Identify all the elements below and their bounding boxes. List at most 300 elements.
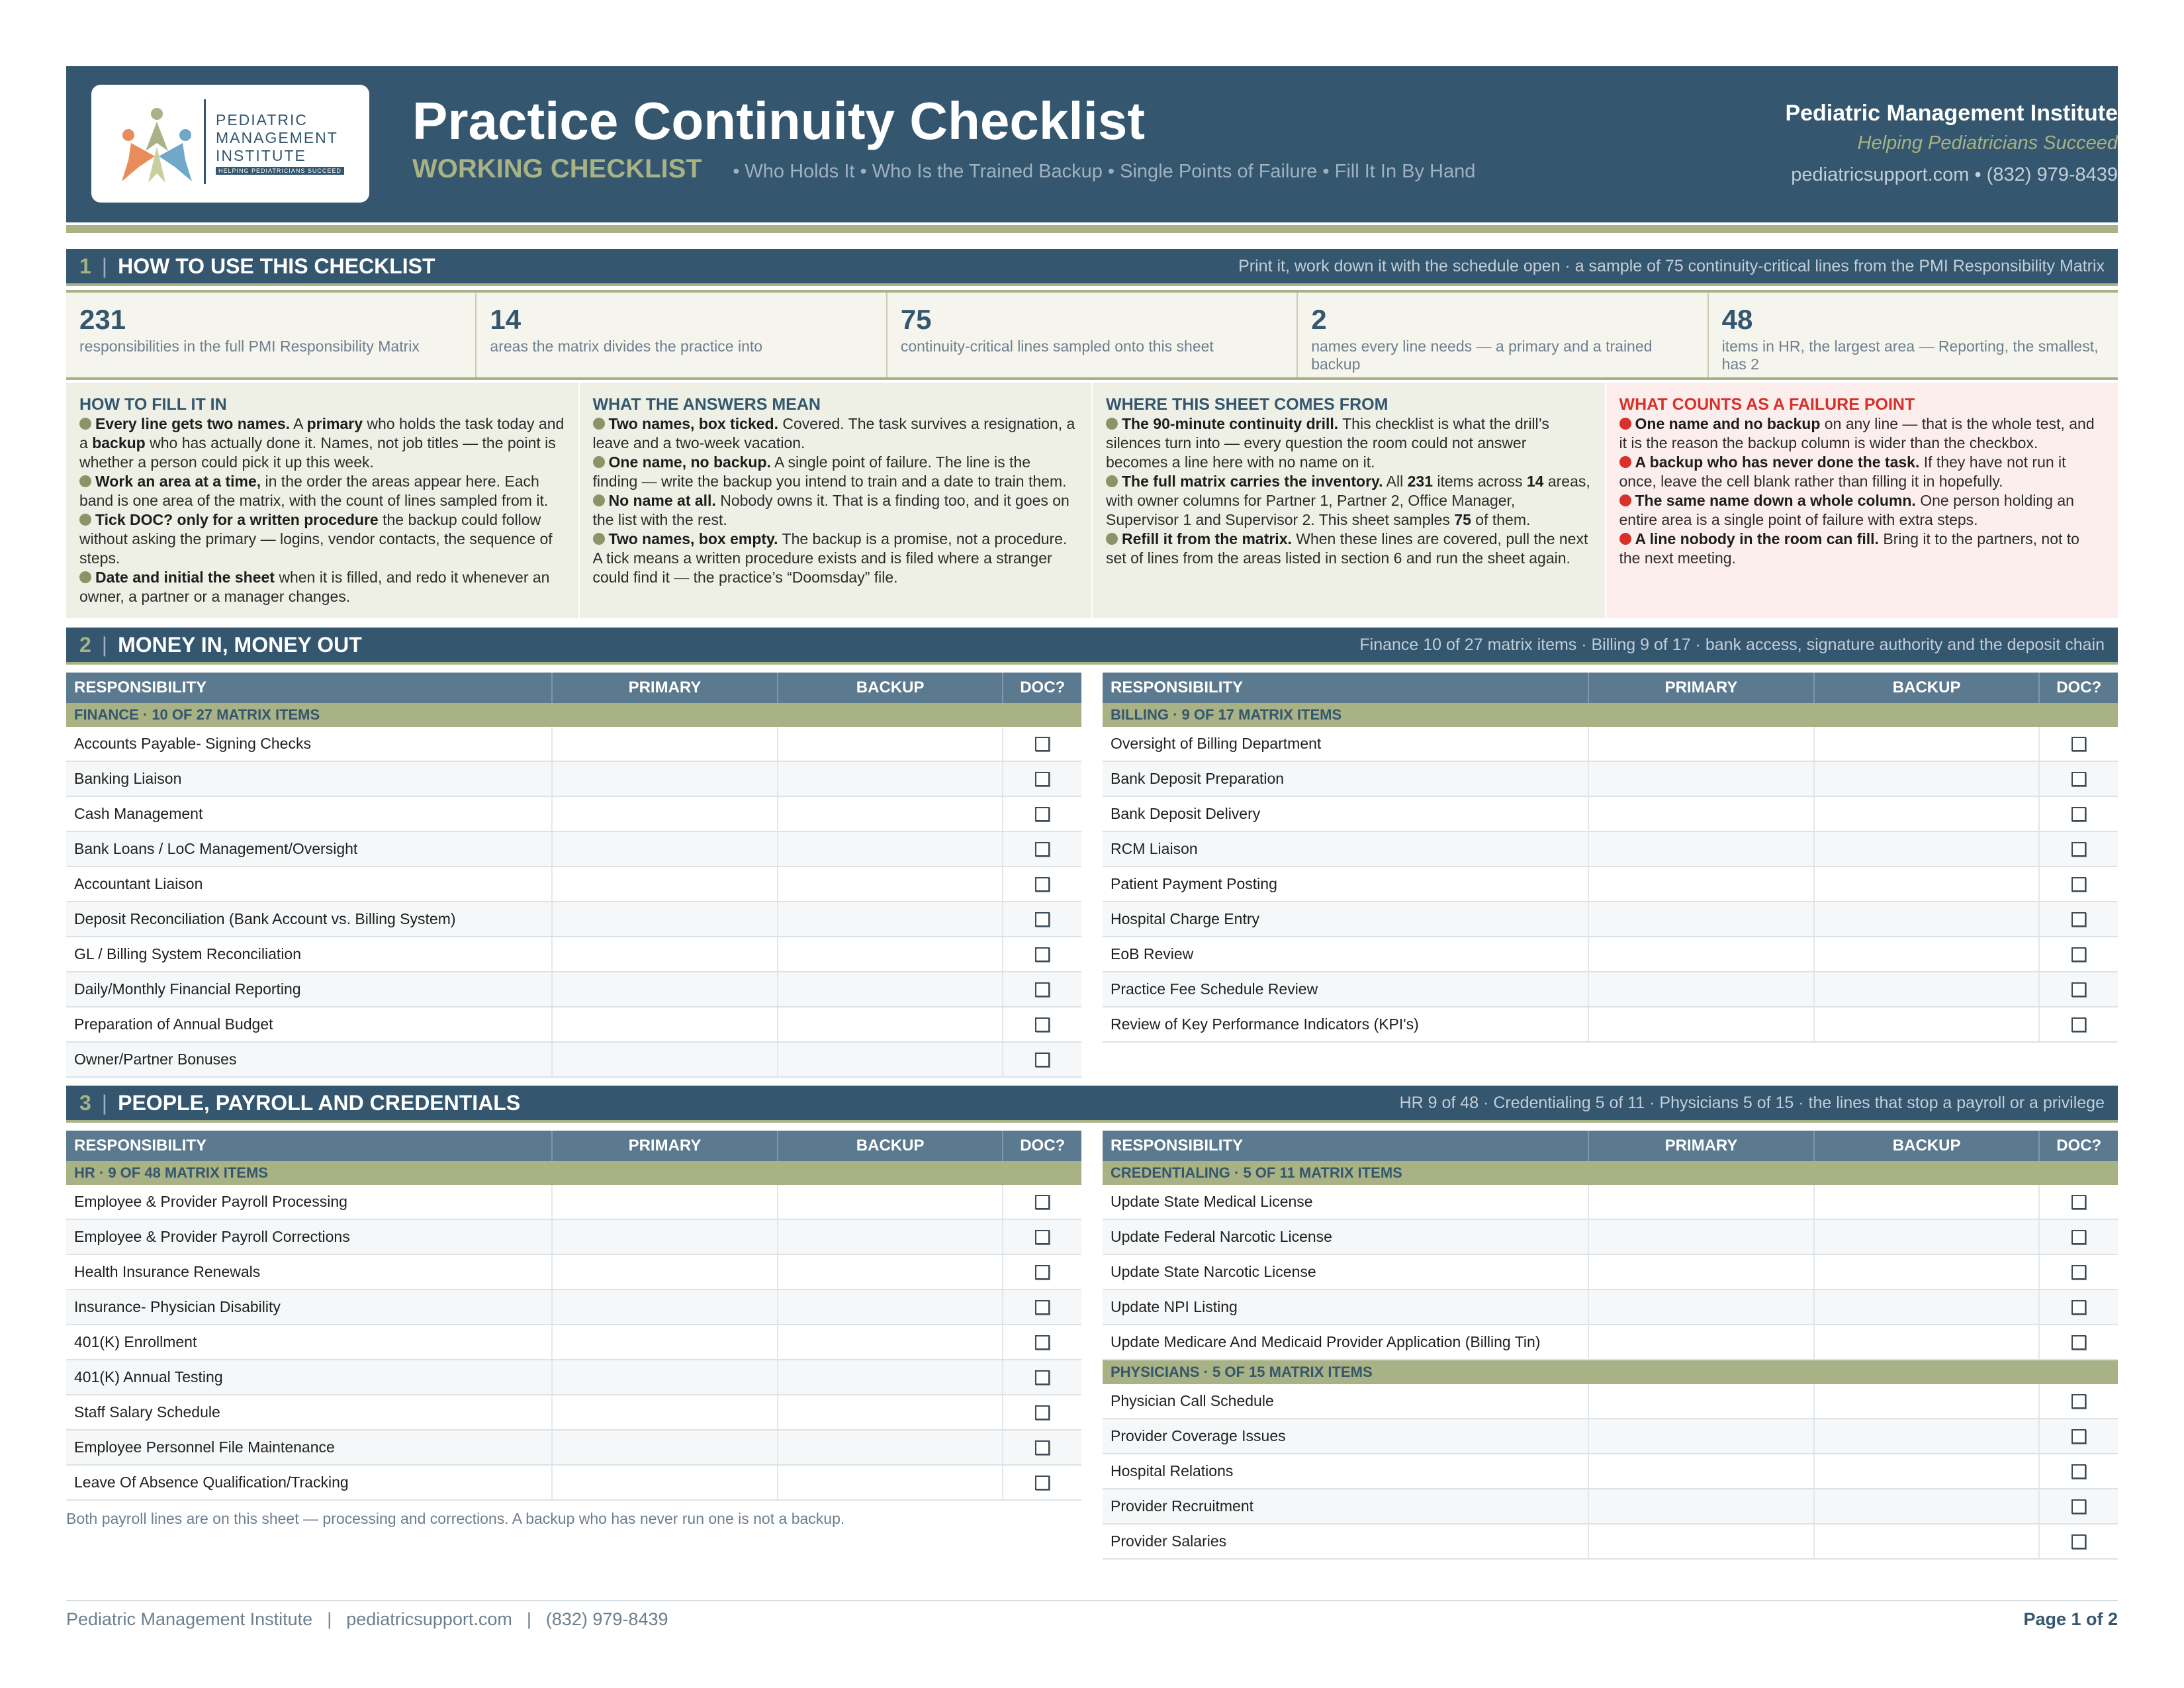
table-row bbox=[66, 1255, 1081, 1290]
item-text: of them. bbox=[1471, 511, 1531, 528]
table-body bbox=[66, 1185, 1081, 1501]
org-name: Pediatric Management Institute bbox=[1785, 101, 2118, 126]
table-row bbox=[66, 1325, 1081, 1360]
doc-checkbox[interactable] bbox=[2071, 877, 2086, 892]
col-responsibility: RESPONSIBILITY bbox=[1111, 1137, 1244, 1154]
responsibility-cell: 401(K) Enrollment bbox=[74, 1333, 197, 1350]
responsibility-cell: Patient Payment Posting bbox=[1111, 875, 1277, 892]
item-text: The backup is a promise, not a procedure. A tick means a written procedure exists and is filed where a stranger could find it — the practice’s “Doomsday” file. bbox=[592, 530, 1068, 586]
instruction-item bbox=[593, 530, 1079, 587]
item-lead: A line nobody in the room can fill. bbox=[1635, 530, 1879, 547]
col-doc: DOC? bbox=[1002, 1131, 1081, 1161]
primary-name-field[interactable] bbox=[1588, 1008, 1813, 1041]
doc-cell bbox=[1002, 937, 1081, 971]
item-text: One person holding an entire area is a single point of failure with extra steps. bbox=[1619, 492, 2074, 528]
item-lead: The 90-minute continuity drill. bbox=[1122, 415, 1339, 432]
primary-name-field[interactable] bbox=[551, 1043, 777, 1076]
backup-name-field[interactable] bbox=[1813, 1220, 2039, 1254]
backup-name-field[interactable] bbox=[777, 727, 1003, 761]
primary-name-field[interactable] bbox=[551, 1290, 777, 1324]
col-backup: BACKUP bbox=[777, 673, 1003, 703]
backup-name-field[interactable] bbox=[777, 1325, 1003, 1359]
bullet-dot-icon bbox=[1106, 475, 1118, 487]
instruction-item bbox=[593, 491, 1079, 530]
doc-checkbox[interactable] bbox=[2071, 947, 2086, 962]
table-row bbox=[1103, 1419, 2118, 1454]
item-text: This checklist is what the drill’s silences turn into — every question the room could not answer becomes a line here with no name on it. bbox=[1106, 415, 1549, 471]
money-tables bbox=[66, 673, 2118, 1078]
primary-name-field[interactable] bbox=[1588, 727, 1813, 761]
stat-number: 2 bbox=[1311, 304, 1327, 335]
item-emphasis: 14 bbox=[1526, 473, 1544, 490]
item-lead: One name and no backup bbox=[1635, 415, 1821, 432]
billing-table bbox=[1103, 673, 2118, 1078]
backup-name-field[interactable] bbox=[1813, 1185, 2039, 1219]
backup-name-field[interactable] bbox=[777, 797, 1003, 831]
bullet-dot-icon bbox=[593, 456, 605, 468]
stat-label: responsibilities in the full PMI Responsibility Matrix bbox=[79, 338, 420, 355]
table-row bbox=[1103, 1185, 2118, 1220]
section-3-bar bbox=[66, 1086, 2118, 1123]
credentialing-table bbox=[1103, 1131, 2118, 1560]
backup-name-field[interactable] bbox=[777, 1360, 1003, 1394]
item-emphasis: backup bbox=[92, 434, 146, 451]
table-body bbox=[1103, 1384, 2118, 1560]
table-row bbox=[66, 1043, 1081, 1078]
item-lead: Every line gets two names. bbox=[95, 415, 291, 432]
doc-checkbox[interactable] bbox=[1035, 912, 1050, 927]
doc-checkbox[interactable] bbox=[1035, 1476, 1050, 1490]
bullet-dot-icon bbox=[1106, 418, 1118, 430]
responsibility-cell: Employee Personnel File Maintenance bbox=[74, 1438, 335, 1456]
backup-name-field[interactable] bbox=[777, 832, 1003, 866]
table-row bbox=[1103, 867, 2118, 902]
primary-name-field[interactable] bbox=[551, 1008, 777, 1041]
primary-name-field[interactable] bbox=[551, 1466, 777, 1499]
doc-checkbox[interactable] bbox=[2071, 807, 2086, 821]
item-text: When these lines are covered, pull the next set of lines from the areas listed in section 6 and run the sheet again. bbox=[1106, 530, 1588, 567]
section-title: MONEY IN, MONEY OUT bbox=[118, 632, 362, 657]
doc-checkbox[interactable] bbox=[1035, 1370, 1050, 1385]
backup-name-field[interactable] bbox=[777, 1430, 1003, 1464]
responsibility-cell: 401(K) Annual Testing bbox=[74, 1368, 223, 1385]
responsibility-cell: Cash Management bbox=[74, 805, 203, 822]
responsibility-cell: Review of Key Performance Indicators (KPI's) bbox=[1111, 1015, 1419, 1033]
doc-cell bbox=[2038, 727, 2118, 761]
primary-name-field[interactable] bbox=[551, 762, 777, 796]
item-lead: The same name down a whole column. bbox=[1635, 492, 1916, 509]
doc-checkbox[interactable] bbox=[2071, 982, 2086, 997]
primary-name-field[interactable] bbox=[551, 937, 777, 971]
responsibility-cell: Provider Recruitment bbox=[1111, 1497, 1254, 1515]
header-banner bbox=[66, 66, 2118, 222]
primary-name-field[interactable] bbox=[551, 902, 777, 936]
table-row bbox=[1103, 797, 2118, 832]
doc-checkbox[interactable] bbox=[2071, 1499, 2086, 1514]
doc-cell bbox=[2038, 1419, 2118, 1453]
backup-name-field[interactable] bbox=[1813, 727, 2039, 761]
backup-name-field[interactable] bbox=[1813, 1524, 2039, 1558]
doc-checkbox[interactable] bbox=[2071, 912, 2086, 927]
primary-name-field[interactable] bbox=[1588, 1454, 1813, 1488]
responsibility-cell: Employee & Provider Payroll Processing bbox=[74, 1193, 347, 1210]
backup-name-field[interactable] bbox=[1813, 832, 2039, 866]
table-row bbox=[1103, 762, 2118, 797]
doc-checkbox[interactable] bbox=[1035, 982, 1050, 997]
backup-name-field[interactable] bbox=[1813, 1290, 2039, 1324]
org-contact: pediatricsupport.com • (832) 979-8439 bbox=[1791, 164, 2118, 185]
backup-name-field[interactable] bbox=[1813, 797, 2039, 831]
primary-name-field[interactable] bbox=[551, 832, 777, 866]
primary-name-field[interactable] bbox=[551, 1220, 777, 1254]
responsibility-cell: Update Federal Narcotic License bbox=[1111, 1228, 1332, 1245]
stat-tile bbox=[475, 293, 886, 377]
doc-checkbox[interactable] bbox=[2071, 1300, 2086, 1315]
subtitle-bullets: • Who Holds It • Who Is the Trained Backup • Single Points of Failure • Fill It In By Hand bbox=[733, 161, 1476, 182]
bullet-dot-icon bbox=[593, 494, 605, 506]
item-lead: Tick DOC? only for a written procedure bbox=[95, 511, 379, 528]
how-to-fill-column bbox=[66, 383, 580, 618]
primary-name-field[interactable] bbox=[1588, 1524, 1813, 1558]
doc-cell bbox=[1002, 1360, 1081, 1394]
item-text: A single point of failure. The line is the finding — write the backup you intend to train and a date to train them. bbox=[592, 453, 1067, 490]
stat-label: continuity-critical lines sampled onto this sheet bbox=[900, 338, 1214, 355]
section-1-bar bbox=[66, 249, 2118, 286]
doc-cell bbox=[1002, 1255, 1081, 1289]
doc-checkbox[interactable] bbox=[1035, 1335, 1050, 1350]
bullet-dot-icon bbox=[79, 418, 91, 430]
doc-checkbox[interactable] bbox=[2071, 1195, 2086, 1209]
responsibility-cell: Update State Medical License bbox=[1111, 1193, 1313, 1210]
primary-name-field[interactable] bbox=[1588, 937, 1813, 971]
primary-name-field[interactable] bbox=[551, 727, 777, 761]
doc-cell bbox=[2038, 762, 2118, 796]
primary-name-field[interactable] bbox=[551, 1185, 777, 1219]
table-row bbox=[1103, 832, 2118, 867]
bullet-dot-icon bbox=[1619, 418, 1631, 430]
doc-cell bbox=[1002, 1395, 1081, 1429]
table-row bbox=[66, 1430, 1081, 1466]
primary-name-field[interactable] bbox=[1588, 1255, 1813, 1289]
col-primary: PRIMARY bbox=[1588, 1131, 1813, 1161]
doc-cell bbox=[1002, 1466, 1081, 1499]
primary-name-field[interactable] bbox=[1588, 797, 1813, 831]
backup-name-field[interactable] bbox=[1813, 1489, 2039, 1523]
backup-name-field[interactable] bbox=[777, 762, 1003, 796]
backup-name-field[interactable] bbox=[777, 867, 1003, 901]
item-lead: One name, no backup. bbox=[608, 453, 771, 471]
backup-name-field[interactable] bbox=[1813, 1008, 2039, 1041]
section-title: PEOPLE, PAYROLL AND CREDENTIALS bbox=[118, 1090, 521, 1115]
doc-checkbox[interactable] bbox=[2071, 1429, 2086, 1444]
item-text: in the order the areas appear here. Each band is one area of the matrix, with the count of lines sampled from it. bbox=[79, 473, 549, 509]
section-number: 3 bbox=[79, 1090, 91, 1115]
responsibility-cell: Staff Salary Schedule bbox=[74, 1403, 220, 1421]
responsibility-cell: Health Insurance Renewals bbox=[74, 1263, 261, 1280]
doc-checkbox[interactable] bbox=[2071, 737, 2086, 751]
backup-name-field[interactable] bbox=[777, 1466, 1003, 1499]
item-text: A bbox=[290, 415, 307, 432]
item-lead: Two names, box empty. bbox=[608, 530, 778, 547]
page-footer bbox=[66, 1600, 2118, 1630]
bullet-dot-icon bbox=[1619, 494, 1631, 506]
column-heading: WHAT THE ANSWERS MEAN bbox=[592, 395, 821, 414]
stats-band bbox=[66, 290, 2118, 380]
responsibility-cell: Accountant Liaison bbox=[74, 875, 203, 892]
sheet-source-column bbox=[1093, 383, 1606, 618]
bullet-dot-icon bbox=[79, 571, 91, 583]
backup-name-field[interactable] bbox=[1813, 762, 2039, 796]
item-lead: A backup who has never done the task. bbox=[1635, 453, 1920, 471]
table-header bbox=[1103, 1131, 2118, 1161]
instruction-item bbox=[1106, 472, 1592, 530]
doc-cell bbox=[2038, 1290, 2118, 1324]
primary-name-field[interactable] bbox=[551, 867, 777, 901]
backup-name-field[interactable] bbox=[1813, 1325, 2039, 1359]
doc-checkbox[interactable] bbox=[1035, 1405, 1050, 1420]
doc-checkbox[interactable] bbox=[1035, 877, 1050, 892]
primary-name-field[interactable] bbox=[551, 1325, 777, 1359]
item-text: Nobody owns it. That is a finding too, and it goes on the list with the rest. bbox=[592, 492, 1069, 528]
logo-wordmark bbox=[216, 111, 338, 165]
stat-number: 75 bbox=[900, 304, 932, 335]
section-divider: | bbox=[101, 632, 108, 657]
table-row bbox=[1103, 937, 2118, 972]
responsibility-cell: Deposit Reconciliation (Bank Account vs. Billing System) bbox=[74, 910, 456, 927]
responsibility-cell: Bank Deposit Preparation bbox=[1111, 770, 1285, 787]
instruction-item bbox=[79, 414, 565, 472]
doc-cell bbox=[1002, 762, 1081, 796]
section-divider: | bbox=[101, 254, 108, 278]
primary-name-field[interactable] bbox=[1588, 762, 1813, 796]
doc-checkbox[interactable] bbox=[2071, 1017, 2086, 1032]
backup-name-field[interactable] bbox=[777, 902, 1003, 936]
doc-checkbox[interactable] bbox=[1035, 947, 1050, 962]
primary-name-field[interactable] bbox=[551, 1360, 777, 1394]
col-backup: BACKUP bbox=[1813, 1131, 2039, 1161]
primary-name-field[interactable] bbox=[1588, 1489, 1813, 1523]
group-header-hr: HR · 9 OF 48 MATRIX ITEMS bbox=[66, 1161, 1081, 1185]
table-row bbox=[66, 727, 1081, 762]
item-lead: Date and initial the sheet bbox=[95, 569, 275, 586]
doc-cell bbox=[1002, 1325, 1081, 1359]
primary-name-field[interactable] bbox=[1588, 867, 1813, 901]
backup-name-field[interactable] bbox=[1813, 1384, 2039, 1418]
doc-checkbox[interactable] bbox=[1035, 1017, 1050, 1032]
responsibility-cell: Provider Coverage Issues bbox=[1111, 1427, 1286, 1444]
primary-name-field[interactable] bbox=[551, 1255, 777, 1289]
table-row bbox=[1103, 902, 2118, 937]
doc-checkbox[interactable] bbox=[1035, 1440, 1050, 1455]
stat-number: 48 bbox=[1721, 304, 1753, 335]
column-heading: WHERE THIS SHEET COMES FROM bbox=[1106, 395, 1388, 414]
primary-name-field[interactable] bbox=[551, 797, 777, 831]
col-doc: DOC? bbox=[2038, 673, 2118, 703]
backup-name-field[interactable] bbox=[1813, 1454, 2039, 1488]
item-lead: No name at all. bbox=[608, 492, 716, 509]
doc-checkbox[interactable] bbox=[2071, 1335, 2086, 1350]
table-row bbox=[66, 1360, 1081, 1395]
col-backup: BACKUP bbox=[1813, 673, 2039, 703]
doc-cell bbox=[1002, 1043, 1081, 1076]
col-responsibility: RESPONSIBILITY bbox=[1111, 679, 1244, 696]
column-heading: WHAT COUNTS AS A FAILURE POINT bbox=[1619, 395, 1915, 414]
backup-name-field[interactable] bbox=[777, 937, 1003, 971]
primary-name-field[interactable] bbox=[1588, 1419, 1813, 1453]
item-lead: Refill it from the matrix. bbox=[1122, 530, 1292, 547]
bullet-dot-icon bbox=[79, 475, 91, 487]
doc-checkbox[interactable] bbox=[1035, 842, 1050, 857]
doc-checkbox[interactable] bbox=[2071, 1534, 2086, 1549]
primary-name-field[interactable] bbox=[1588, 972, 1813, 1006]
bullet-dot-icon bbox=[1619, 456, 1631, 468]
doc-checkbox[interactable] bbox=[2071, 1265, 2086, 1280]
doc-cell bbox=[1002, 1185, 1081, 1219]
responsibility-cell: RCM Liaison bbox=[1111, 840, 1198, 857]
primary-name-field[interactable] bbox=[551, 1395, 777, 1429]
responsibility-cell: Hospital Relations bbox=[1111, 1462, 1234, 1479]
backup-name-field[interactable] bbox=[777, 1255, 1003, 1289]
table-header bbox=[66, 673, 1081, 703]
backup-name-field[interactable] bbox=[1813, 867, 2039, 901]
table-row bbox=[66, 1290, 1081, 1325]
header-accent-rule bbox=[66, 225, 2118, 233]
doc-cell bbox=[2038, 902, 2118, 936]
responsibility-cell: Provider Salaries bbox=[1111, 1532, 1227, 1550]
hr-footnote: Both payroll lines are on this sheet — processing and corrections. A backup who has never run one is not a backup. bbox=[66, 1510, 845, 1527]
stat-tile bbox=[1707, 293, 2118, 377]
doc-cell bbox=[1002, 797, 1081, 831]
responsibility-cell: Physician Call Schedule bbox=[1111, 1392, 1274, 1409]
backup-name-field[interactable] bbox=[1813, 1255, 2039, 1289]
table-row bbox=[66, 1220, 1081, 1255]
working-checklist-label: WORKING CHECKLIST bbox=[412, 154, 702, 183]
doc-checkbox[interactable] bbox=[1035, 1300, 1050, 1315]
responsibility-cell: Employee & Provider Payroll Corrections bbox=[74, 1228, 350, 1245]
table-body bbox=[66, 727, 1081, 1078]
doc-checkbox[interactable] bbox=[2071, 1464, 2086, 1479]
section-number: 1 bbox=[79, 254, 91, 278]
responsibility-cell: Accounts Payable- Signing Checks bbox=[74, 735, 311, 752]
table-header bbox=[66, 1131, 1081, 1161]
failure-point-column bbox=[1606, 383, 2118, 618]
primary-name-field[interactable] bbox=[1588, 1185, 1813, 1219]
doc-cell bbox=[2038, 1220, 2118, 1254]
stat-label: names every line needs — a primary and a trained backup bbox=[1311, 338, 1653, 373]
item-text: Covered. The task survives a resignation, a leave and a two-week vacation. bbox=[592, 415, 1075, 451]
item-text: the backup could follow without asking the primary — logins, vendor contacts, the sequence of steps. bbox=[79, 511, 553, 567]
responsibility-cell: Leave Of Absence Qualification/Tracking bbox=[74, 1474, 349, 1491]
instruction-item bbox=[1619, 453, 2105, 491]
section-2-bar bbox=[66, 628, 2118, 665]
backup-name-field[interactable] bbox=[777, 1043, 1003, 1076]
doc-cell bbox=[2038, 832, 2118, 866]
doc-cell bbox=[2038, 972, 2118, 1006]
table-row bbox=[1103, 1008, 2118, 1043]
primary-name-field[interactable] bbox=[1588, 1325, 1813, 1359]
primary-name-field[interactable] bbox=[551, 972, 777, 1006]
backup-name-field[interactable] bbox=[777, 1220, 1003, 1254]
col-primary: PRIMARY bbox=[551, 673, 777, 703]
responsibility-cell: Update NPI Listing bbox=[1111, 1298, 1238, 1315]
backup-name-field[interactable] bbox=[1813, 937, 2039, 971]
table-row bbox=[66, 902, 1081, 937]
table-header bbox=[1103, 673, 2118, 703]
doc-checkbox[interactable] bbox=[1035, 772, 1050, 786]
responsibility-cell: Preparation of Annual Budget bbox=[74, 1015, 273, 1033]
item-text: when it is filled, and redo it whenever an owner, a partner or a manager changes. bbox=[79, 569, 550, 605]
item-text: Bring it to the partners, not to the next meeting. bbox=[1619, 530, 2079, 567]
table-row bbox=[66, 762, 1081, 797]
backup-name-field[interactable] bbox=[1813, 1419, 2039, 1453]
footer-separator: | bbox=[526, 1609, 531, 1629]
doc-checkbox[interactable] bbox=[1035, 1195, 1050, 1209]
people-tables bbox=[66, 1131, 2118, 1560]
table-row bbox=[1103, 1325, 2118, 1360]
table-body bbox=[1103, 1185, 2118, 1360]
page-title: Practice Continuity Checklist bbox=[412, 91, 1145, 150]
doc-checkbox[interactable] bbox=[2071, 1394, 2086, 1409]
doc-cell bbox=[2038, 1325, 2118, 1359]
section-note: HR 9 of 48 · Credentialing 5 of 11 · Physicians 5 of 15 · the lines that stop a payroll or a privilege bbox=[1399, 1093, 2105, 1112]
primary-name-field[interactable] bbox=[1588, 1384, 1813, 1418]
backup-name-field[interactable] bbox=[777, 1395, 1003, 1429]
table-row bbox=[66, 1008, 1081, 1043]
doc-checkbox[interactable] bbox=[1035, 1230, 1050, 1244]
doc-cell bbox=[2038, 1524, 2118, 1558]
doc-cell bbox=[1002, 832, 1081, 866]
table-row bbox=[1103, 1524, 2118, 1560]
responsibility-cell: Daily/Monthly Financial Reporting bbox=[74, 980, 301, 998]
group-header-credentialing: CREDENTIALING · 5 OF 11 MATRIX ITEMS bbox=[1103, 1161, 2118, 1185]
backup-name-field[interactable] bbox=[1813, 902, 2039, 936]
table-row bbox=[1103, 1255, 2118, 1290]
backup-name-field[interactable] bbox=[777, 1290, 1003, 1324]
bullet-dot-icon bbox=[79, 514, 91, 526]
primary-name-field[interactable] bbox=[1588, 1290, 1813, 1324]
table-row bbox=[1103, 1220, 2118, 1255]
col-backup: BACKUP bbox=[777, 1131, 1003, 1161]
item-emphasis: 75 bbox=[1454, 511, 1471, 528]
stat-tile bbox=[66, 293, 475, 377]
table-body bbox=[1103, 727, 2118, 1043]
instruction-item bbox=[1619, 530, 2105, 568]
table-row bbox=[1103, 1290, 2118, 1325]
logo-divider bbox=[204, 99, 206, 184]
doc-checkbox[interactable] bbox=[2071, 772, 2086, 786]
doc-cell bbox=[2038, 1489, 2118, 1523]
backup-name-field[interactable] bbox=[1813, 972, 2039, 1006]
col-responsibility: RESPONSIBILITY bbox=[74, 1137, 207, 1154]
doc-checkbox[interactable] bbox=[1035, 737, 1050, 751]
backup-name-field[interactable] bbox=[777, 972, 1003, 1006]
primary-name-field[interactable] bbox=[1588, 832, 1813, 866]
primary-name-field[interactable] bbox=[1588, 1220, 1813, 1254]
doc-checkbox[interactable] bbox=[1035, 1265, 1050, 1280]
primary-name-field[interactable] bbox=[551, 1430, 777, 1464]
responsibility-cell: Oversight of Billing Department bbox=[1111, 735, 1322, 752]
doc-checkbox[interactable] bbox=[2071, 1230, 2086, 1244]
doc-checkbox[interactable] bbox=[1035, 1053, 1050, 1067]
backup-name-field[interactable] bbox=[777, 1185, 1003, 1219]
doc-checkbox[interactable] bbox=[2071, 842, 2086, 857]
item-text: who has actually done it. Names, not job titles — the point is whether a person could pick it up this week. bbox=[79, 434, 556, 471]
col-doc: DOC? bbox=[1002, 673, 1081, 703]
primary-name-field[interactable] bbox=[1588, 902, 1813, 936]
doc-cell bbox=[1002, 867, 1081, 901]
doc-checkbox[interactable] bbox=[1035, 807, 1050, 821]
backup-name-field[interactable] bbox=[777, 1008, 1003, 1041]
